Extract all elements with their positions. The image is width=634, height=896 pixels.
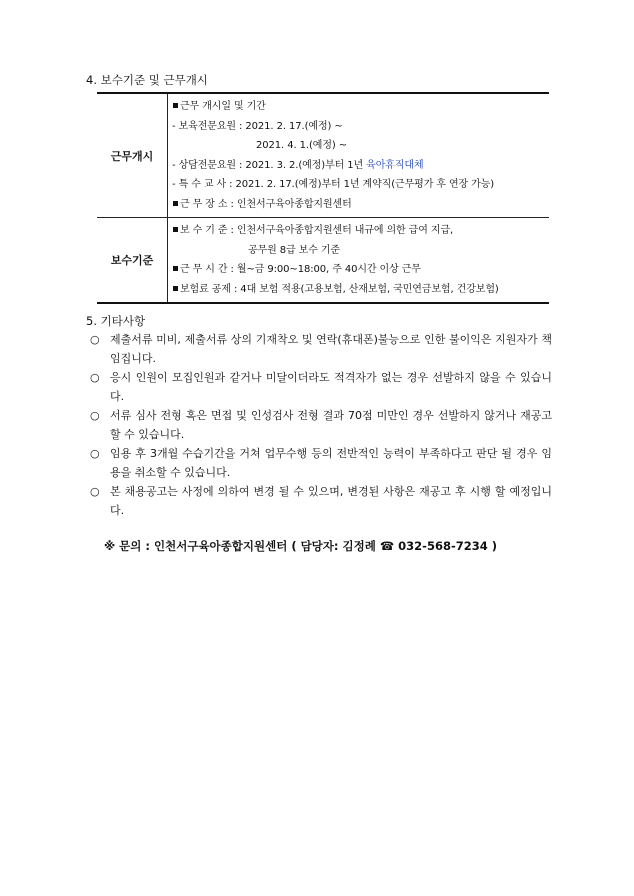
table-line <box>172 97 549 117</box>
row-header-pay: 보수기준 <box>97 218 168 304</box>
note-text: 서류 심사 전형 혹은 면접 및 인성검사 전형 결과 70점 미만인 경우 선발하지 않거나 재공고할 수 있습니다. <box>110 409 552 441</box>
row-body-start <box>168 93 550 218</box>
list-item <box>86 444 552 482</box>
pay-grade-text: 공무원 8급 보수 기준 <box>248 244 340 256</box>
circle-bullet-icon: ○ <box>90 409 100 422</box>
counsel-expert-date <box>172 156 549 176</box>
circle-bullet-icon: ○ <box>90 371 100 384</box>
list-item <box>86 482 552 520</box>
list-item <box>86 406 552 444</box>
pay-standard-text: 보 수 기 준 : 인천서구육아종합지원센터 내규에 의한 급여 지급, <box>180 225 454 236</box>
work-place-text: 근 무 장 소 : 인천서구육아종합지원센터 <box>180 198 352 210</box>
special-teacher-date: - 특 수 교 사 : 2021. 2. 17.(예정)부터 1년 계약직(근무평가 후 연장 가능) <box>172 179 495 190</box>
contact-info: ※ 문의 : 인천서구육아종합지원센터 ( 담당자: 김정례 ☎ 032-568-7234 ) <box>104 539 497 553</box>
table-row <box>97 218 549 304</box>
list-item <box>86 330 552 368</box>
childcare-expert-date-2: 2021. 4. 1.(예정) ~ <box>256 140 348 151</box>
insurance-text: 보험료 공제 : 4대 보험 적용(고용보험, 산재보험, 국민연금보험, 건강보험) <box>180 283 499 295</box>
note-text: 제출서류 미비, 제출서류 상의 기재착오 및 연락(휴대폰)불능으로 인한 불이익은 지원자가 책임집니다. <box>110 333 552 365</box>
square-bullet-icon <box>173 103 178 108</box>
table-row <box>97 93 549 218</box>
table-line <box>172 221 549 241</box>
leave-replacement-text: 육아휴직대체 <box>366 159 424 171</box>
list-item <box>86 368 552 406</box>
section-4-title: 4. 보수기준 및 근무개시 <box>86 73 208 87</box>
counsel-expert-text: - 상담전문요원 : 2021. 3. 2.(예정)부터 1년 <box>172 159 367 171</box>
note-text: 본 채용공고는 사정에 의하여 변경 될 수 있으며, 변경된 사항은 재공고 후 시행 할 예정입니다. <box>110 485 552 517</box>
note-text: 임용 후 3개월 수습기간을 거쳐 업무수행 등의 전반적인 능력이 부족하다고 판단 될 경우 임용을 취소할 수 있습니다. <box>110 447 552 479</box>
square-bullet-icon <box>173 286 178 291</box>
pay-and-start-table <box>97 92 549 304</box>
row-body-pay <box>168 218 550 304</box>
childcare-expert-date: - 보육전문요원 : 2021. 2. 17.(예정) ~ <box>172 120 343 132</box>
start-period-label: 근무 개시일 및 기간 <box>180 101 266 112</box>
row-header-start: 근무개시 <box>97 93 168 218</box>
notes-list <box>86 330 552 520</box>
circle-bullet-icon: ○ <box>90 485 100 498</box>
section-5-title: 5. 기타사항 <box>86 314 146 328</box>
circle-bullet-icon: ○ <box>90 333 100 346</box>
circle-bullet-icon: ○ <box>90 447 100 460</box>
note-text: 응시 인원이 모집인원과 같거나 미달이더라도 적격자가 없는 경우 선발하지 않을 수 있습니다. <box>110 371 552 403</box>
square-bullet-icon <box>173 201 178 206</box>
table-line <box>172 280 549 300</box>
square-bullet-icon <box>173 266 178 271</box>
square-bullet-icon <box>173 227 178 232</box>
table-line <box>172 195 549 215</box>
work-hours-text: 근 무 시 간 : 월~금 9:00~18:00, 주 40시간 이상 근무 <box>180 264 421 275</box>
table-line <box>172 260 549 280</box>
